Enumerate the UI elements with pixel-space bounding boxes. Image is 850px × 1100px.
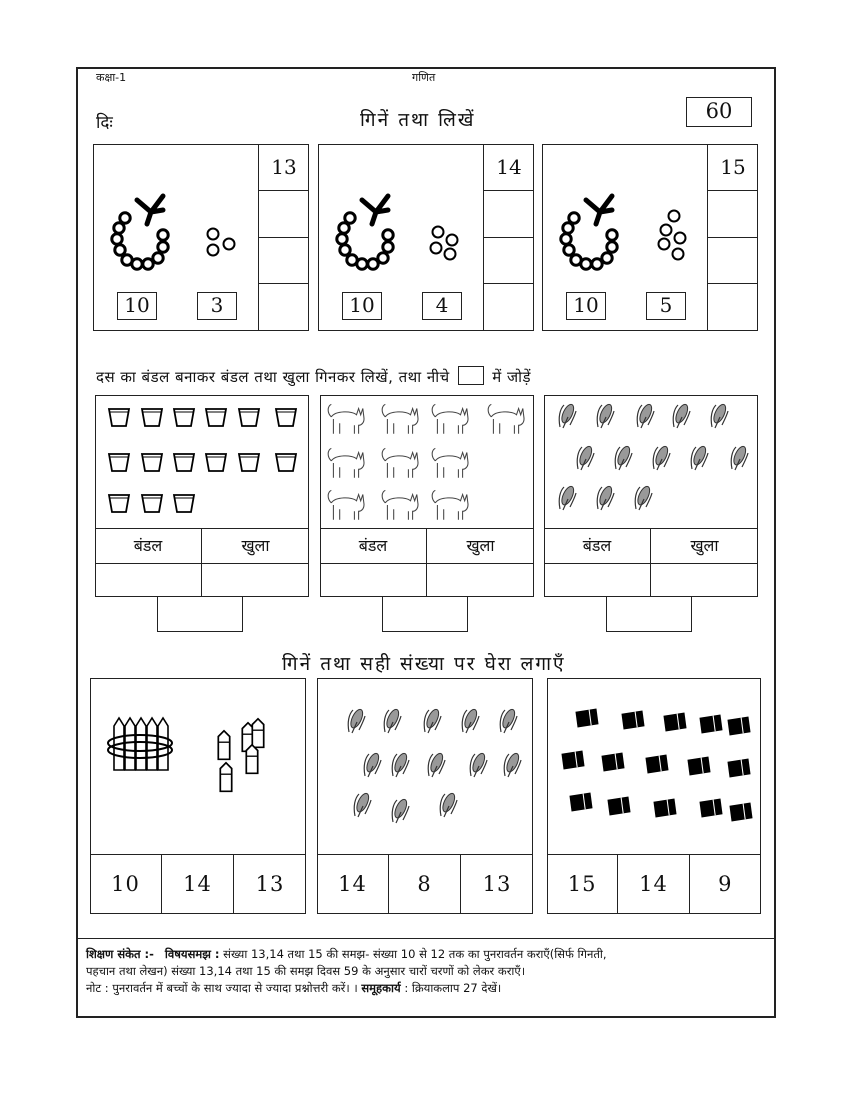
cup-icon — [142, 495, 162, 512]
corn-icon — [597, 403, 614, 428]
cat-icon — [328, 404, 364, 433]
ones-box: 4 — [422, 292, 462, 320]
corn-icon — [500, 708, 517, 733]
corn-icon — [597, 485, 614, 510]
cat-icon — [432, 448, 468, 477]
total-answer-box[interactable] — [606, 596, 692, 632]
corn-icon — [424, 708, 441, 733]
write-cell-3[interactable] — [483, 284, 534, 331]
teaching-notes: शिक्षण संकेत :- विषयसमझ : संख्या 13,14 तथा 15 की समझ- संख्या 10 से 12 तक का पुनरावर्तन कराएँ(सिर्फ गिनती, पहचान तथा लेखन) संख्या 13,14 तथा 15 की समझ दिवस 59 के अनुसार चारों चरणों को लेकर कराएँ। नोट : पुनरावर्तन में बच्चों के साथ ज्यादा से ज्यादा प्रश्नोत्तरी करें। । समूहकार्य : क्रियाकलाप 27 देखें। — [86, 947, 607, 995]
cat-icon — [432, 490, 468, 519]
ones-box: 5 — [646, 292, 686, 320]
write-cell-1[interactable] — [707, 191, 758, 238]
crayon-icon — [220, 763, 231, 792]
total-answer-box[interactable] — [157, 596, 243, 632]
cat-icon — [382, 448, 418, 477]
sharpener-icon — [727, 759, 750, 778]
sharpener-icon — [663, 713, 686, 732]
sharpener-icon — [727, 717, 750, 736]
corn-icon — [428, 752, 445, 777]
corn-icon — [711, 403, 728, 428]
cat-icon — [328, 448, 364, 477]
cup-icon — [206, 454, 226, 471]
number-option-14[interactable]: 14 — [317, 854, 389, 914]
sharpener-icon — [575, 709, 598, 728]
corn-icon — [384, 708, 401, 733]
write-cell-2[interactable] — [483, 238, 534, 284]
cup-icon — [174, 495, 194, 512]
corn-icon — [364, 752, 381, 777]
object-group — [320, 395, 534, 525]
sharpener-icon — [601, 753, 624, 772]
write-cell-3[interactable] — [258, 284, 309, 331]
bundle-answer-cell[interactable] — [95, 563, 202, 597]
cup-icon — [109, 495, 129, 512]
tens-box: 10 — [566, 292, 606, 320]
footer-divider — [78, 938, 774, 939]
sharpener-icon — [645, 755, 668, 774]
object-group — [557, 698, 751, 848]
crayon-bundle-icon — [108, 718, 172, 770]
cup-icon — [239, 454, 259, 471]
section3-title: गिनें तथा सही संख्या पर घेरा लगाएँ — [282, 653, 566, 675]
crayon-icon — [246, 745, 257, 774]
cup-icon — [142, 454, 162, 471]
loose-label: खुला — [427, 528, 534, 563]
corn-icon — [470, 752, 487, 777]
printed-number: 13 — [258, 144, 309, 191]
write-cell-3[interactable] — [707, 284, 758, 331]
number-option-8[interactable]: 8 — [389, 854, 461, 914]
corn-icon — [559, 403, 576, 428]
day-label: दिः — [96, 113, 113, 133]
number-option-14[interactable]: 14 — [618, 854, 689, 914]
corn-icon — [504, 752, 521, 777]
bundle-answer-cell[interactable] — [544, 563, 651, 597]
loose-label: खुला — [202, 528, 309, 563]
corn-icon — [392, 752, 409, 777]
sharpener-icon — [729, 803, 752, 822]
loose-label: खुला — [651, 528, 758, 563]
tens-box: 10 — [117, 292, 157, 320]
loose-answer-cell[interactable] — [202, 563, 309, 597]
bundle-label: बंडल — [95, 528, 202, 563]
printed-number: 14 — [483, 144, 534, 191]
write-cell-2[interactable] — [707, 238, 758, 284]
crayon-icon — [252, 719, 263, 748]
object-group — [95, 395, 309, 525]
corn-icon — [462, 708, 479, 733]
number-option-9[interactable]: 9 — [690, 854, 761, 914]
cat-icon — [488, 404, 524, 433]
corn-icon — [577, 445, 594, 470]
cat-icon — [382, 404, 418, 433]
corn-icon — [440, 792, 457, 817]
section2-instruction: दस का बंडल बनाकर बंडल तथा खुला गिनकर लिखें, तथा नीचे में जोड़ें — [96, 368, 531, 386]
number-option-14[interactable]: 14 — [162, 854, 234, 914]
sharpener-icon — [699, 799, 722, 818]
cup-icon — [142, 409, 162, 426]
corn-icon — [615, 445, 632, 470]
write-cell-1[interactable] — [258, 191, 309, 238]
sharpener-icon — [653, 799, 676, 818]
number-option-15[interactable]: 15 — [547, 854, 618, 914]
sharpener-icon — [699, 715, 722, 734]
subject-label: गणित — [412, 71, 436, 84]
number-option-13[interactable]: 13 — [234, 854, 306, 914]
corn-icon — [354, 792, 371, 817]
bundle-label: बंडल — [320, 528, 427, 563]
printed-number: 15 — [707, 144, 758, 191]
corn-icon — [637, 403, 654, 428]
cup-icon — [206, 409, 226, 426]
cat-icon — [328, 490, 364, 519]
cup-icon — [174, 454, 194, 471]
corn-icon — [348, 708, 365, 733]
sharpener-icon — [561, 751, 584, 770]
bundle-answer-cell[interactable] — [320, 563, 427, 597]
tens-box: 10 — [342, 292, 382, 320]
corn-icon — [653, 445, 670, 470]
cup-icon — [276, 454, 296, 471]
sharpener-icon — [621, 711, 644, 730]
cup-icon — [239, 409, 259, 426]
total-answer-box[interactable] — [382, 596, 468, 632]
loose-answer-cell[interactable] — [651, 563, 758, 597]
day-number-box: 60 — [686, 97, 752, 127]
ring-icons — [103, 192, 253, 282]
corn-icon — [392, 798, 409, 823]
cat-icon — [432, 404, 468, 433]
sharpener-icon — [687, 757, 710, 776]
cup-icon — [109, 409, 129, 426]
object-group — [544, 395, 758, 525]
object-group — [100, 698, 296, 848]
number-option-13[interactable]: 13 — [461, 854, 533, 914]
corn-icon — [635, 485, 652, 510]
sharpener-icon — [569, 793, 592, 812]
ones-box: 3 — [197, 292, 237, 320]
class-label: कक्षा-1 — [96, 71, 127, 84]
corn-icon — [731, 445, 748, 470]
sum-box-symbol — [458, 366, 484, 385]
number-option-10[interactable]: 10 — [90, 854, 162, 914]
sharpener-icon — [607, 797, 630, 816]
corn-icon — [559, 485, 576, 510]
object-group — [327, 698, 523, 848]
cup-icon — [276, 409, 296, 426]
section1-title: गिनें तथा लिखें — [360, 109, 476, 131]
bundle-label: बंडल — [544, 528, 651, 563]
crayon-icon — [218, 731, 229, 760]
ring-icons — [552, 192, 702, 282]
cat-icon — [382, 490, 418, 519]
cup-icon — [109, 454, 129, 471]
loose-answer-cell[interactable] — [427, 563, 534, 597]
corn-icon — [691, 445, 708, 470]
write-cell-1[interactable] — [483, 191, 534, 238]
ring-icons — [328, 192, 478, 282]
write-cell-2[interactable] — [258, 238, 309, 284]
cup-icon — [174, 409, 194, 426]
corn-icon — [673, 403, 690, 428]
